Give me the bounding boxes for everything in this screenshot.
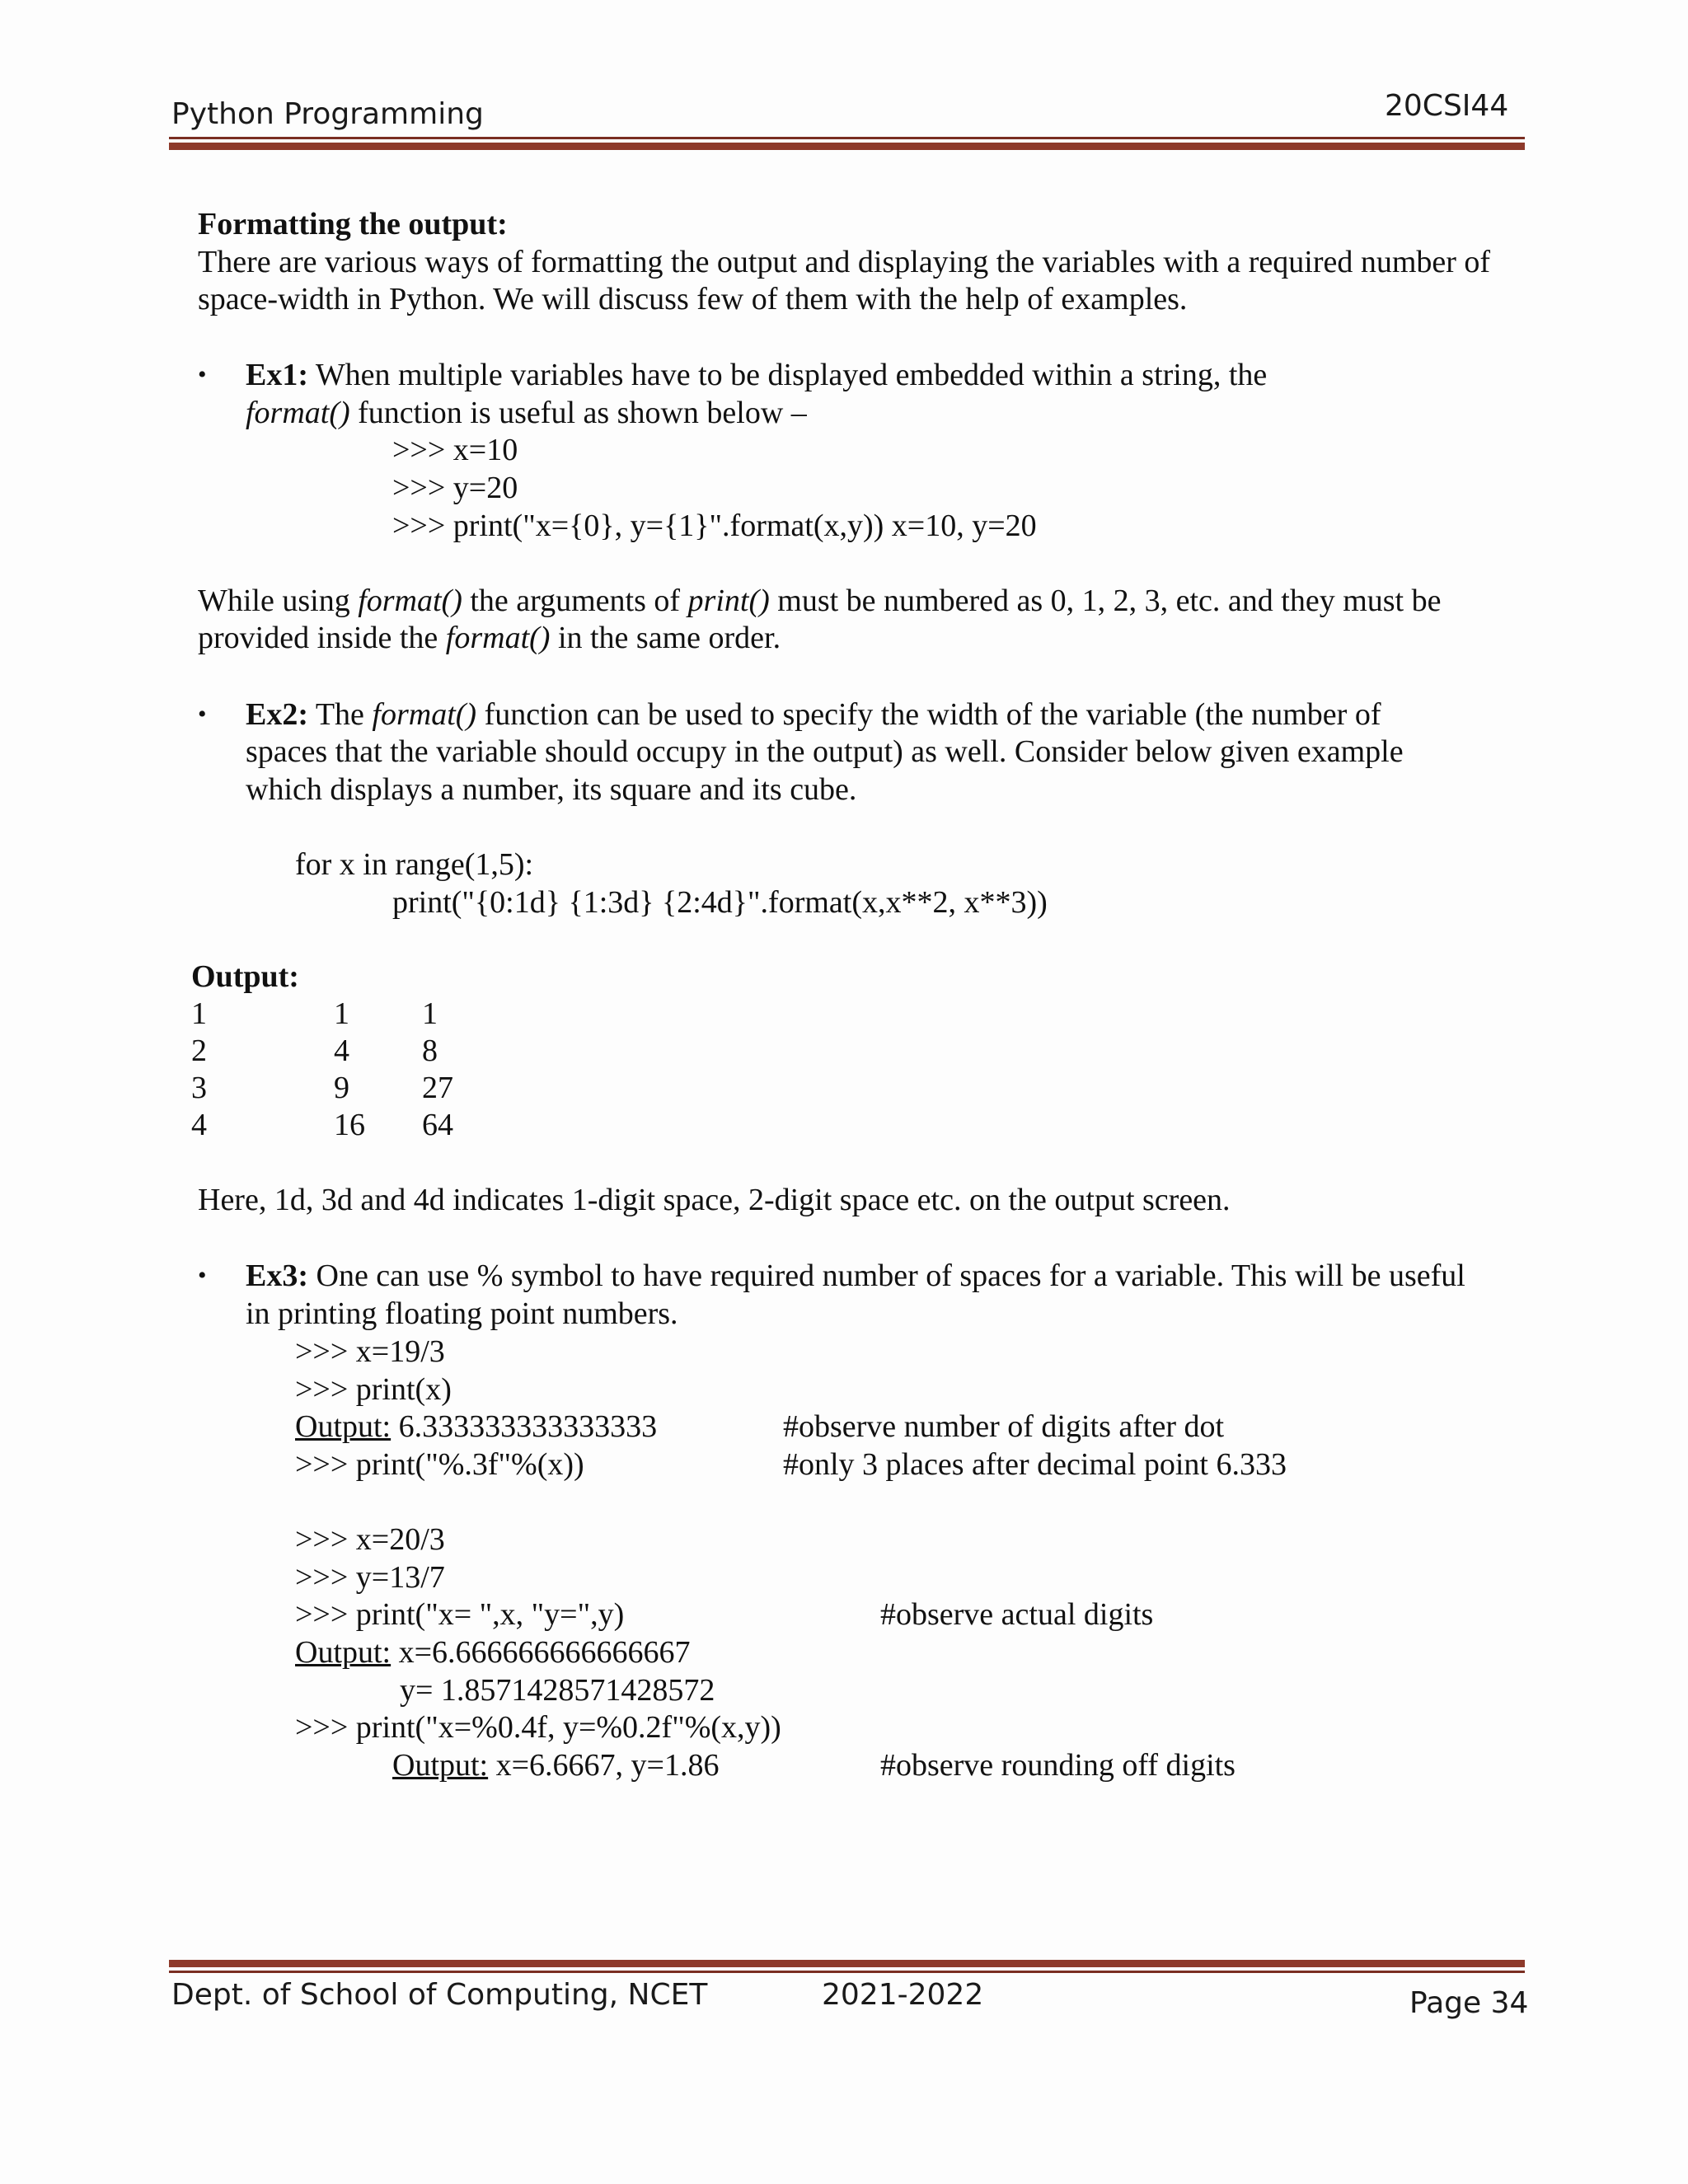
ex1-label: Ex1:	[246, 358, 308, 392]
ex3-code-7: >>> print("x= ",x, "y=",y)	[295, 1597, 625, 1632]
footer-dept: Dept. of School of Computing, NCET	[171, 1978, 708, 2012]
output-cell: 16	[334, 1108, 365, 1142]
bullet-icon: •	[198, 1262, 207, 1289]
ex2-code-2: print("{0:1d} {1:3d} {2:4d}".format(x,x**2, x**3))	[392, 885, 1048, 920]
ex2-label: Ex2:	[246, 697, 308, 732]
ex3-output-label: Output:	[295, 1635, 392, 1670]
output-cell: 27	[422, 1071, 453, 1105]
ex1-code-2: >>> y=20	[392, 471, 518, 505]
note1-func-print: print()	[687, 583, 770, 618]
ex3-comment-4: #observe rounding off digits	[880, 1748, 1236, 1783]
header-title: Python Programming	[171, 97, 484, 131]
output-cell: 8	[422, 1033, 438, 1068]
ex3-output-value: x=6.6667, y=1.86	[488, 1748, 720, 1783]
ex3-code-3	[295, 1408, 657, 1446]
note1-text-b: the arguments of	[462, 583, 688, 618]
ex1-code-1: >>> x=10	[392, 433, 518, 467]
header-rule-thick	[169, 143, 1525, 150]
note1-text-d: provided inside the	[198, 621, 446, 655]
ex3-code-1: >>> x=19/3	[295, 1334, 445, 1369]
note1-line-2	[198, 619, 781, 657]
ex3-output-label: Output:	[295, 1409, 392, 1444]
ex1-line-1	[246, 356, 1267, 394]
ex3-label: Ex3:	[246, 1258, 308, 1293]
ex3-code-6: >>> y=13/7	[295, 1560, 445, 1595]
header-rule-thin	[169, 137, 1525, 139]
intro-line-2: space-width in Python. We will discuss few of them with the help of examples.	[198, 282, 1188, 316]
ex2-text-a: The	[308, 697, 373, 732]
ex3-comment-1: #observe number of digits after dot	[783, 1409, 1225, 1444]
footer-page: Page 34	[1409, 1986, 1529, 2020]
ex1-code-3: >>> print("x={0}, y={1}".format(x,y)) x=10, y=20	[392, 509, 1037, 543]
ex3-output-label: Output:	[392, 1748, 489, 1783]
bullet-icon: •	[198, 701, 207, 728]
output-label: Output:	[191, 959, 299, 994]
ex3-comment-2: #only 3 places after decimal point 6.333	[783, 1447, 1287, 1482]
output-cell: 9	[334, 1071, 349, 1105]
ex3-code-8	[295, 1633, 691, 1671]
note1-func-format-2: format()	[445, 621, 551, 655]
ex3-code-2: >>> print(x)	[295, 1372, 452, 1407]
note2: Here, 1d, 3d and 4d indicates 1-digit space, 2-digit space etc. on the output screen.	[198, 1183, 1231, 1217]
ex3-line-2: in printing floating point numbers.	[246, 1296, 678, 1331]
ex3-text-1: One can use % symbol to have required number of spaces for a variable. This will be useful	[308, 1258, 1465, 1293]
ex2-line-2: spaces that the variable should occupy in the output) as well. Consider below given example	[246, 734, 1404, 769]
ex2-code-1: for x in range(1,5):	[295, 847, 534, 882]
ex3-code-9: y= 1.8571428571428572	[400, 1673, 715, 1708]
ex3-comment-3: #observe actual digits	[880, 1597, 1154, 1632]
ex2-line-3: which displays a number, its square and its cube.	[246, 772, 857, 807]
note1-line-1	[198, 582, 1441, 620]
bullet-icon: •	[198, 361, 207, 388]
output-cell: 2	[191, 1033, 207, 1068]
ex2-func: format()	[372, 697, 477, 732]
ex3-output-value: 6.333333333333333	[391, 1409, 658, 1444]
ex3-code-5: >>> x=20/3	[295, 1522, 445, 1557]
output-cell: 4	[334, 1033, 349, 1068]
ex2-line-1	[246, 696, 1517, 733]
ex3-output-value: x=6.666666666666667	[391, 1635, 691, 1670]
header-code: 20CSI44	[1385, 89, 1509, 123]
output-cell: 3	[191, 1071, 207, 1105]
footer-rule-thick	[169, 1960, 1525, 1967]
ex1-text-2: function is useful as shown below –	[349, 396, 807, 430]
section-title: Formatting the output:	[198, 207, 508, 241]
ex1-line-2	[246, 394, 807, 432]
note1-text-a: While using	[198, 583, 359, 618]
ex3-line-1	[246, 1257, 1465, 1295]
note1-func-format: format()	[358, 583, 462, 618]
output-cell: 1	[422, 996, 438, 1031]
output-cell: 1	[191, 996, 207, 1031]
note1-text-c: must be numbered as 0, 1, 2, 3, etc. and they must be	[769, 583, 1442, 618]
note1-text-e: in the same order.	[550, 621, 781, 655]
ex3-code-4: >>> print("%.3f"%(x))	[295, 1447, 584, 1482]
footer-rule-thin	[169, 1971, 1525, 1973]
output-cell: 1	[334, 996, 349, 1031]
footer-year: 2021-2022	[822, 1978, 984, 2012]
ex1-func: format()	[246, 396, 350, 430]
ex2-text-b: function can be used to specify the width of the variable (the number of	[476, 697, 1381, 732]
output-cell: 4	[191, 1108, 207, 1142]
ex1-text-1: When multiple variables have to be displayed embedded within a string, the	[308, 358, 1268, 392]
ex3-code-11	[392, 1746, 720, 1784]
output-cell: 64	[422, 1108, 453, 1142]
intro-line-1: There are various ways of formatting the output and displaying the variables with a required number of	[198, 245, 1491, 279]
ex3-code-10: >>> print("x=%0.4f, y=%0.2f"%(x,y))	[295, 1710, 781, 1745]
